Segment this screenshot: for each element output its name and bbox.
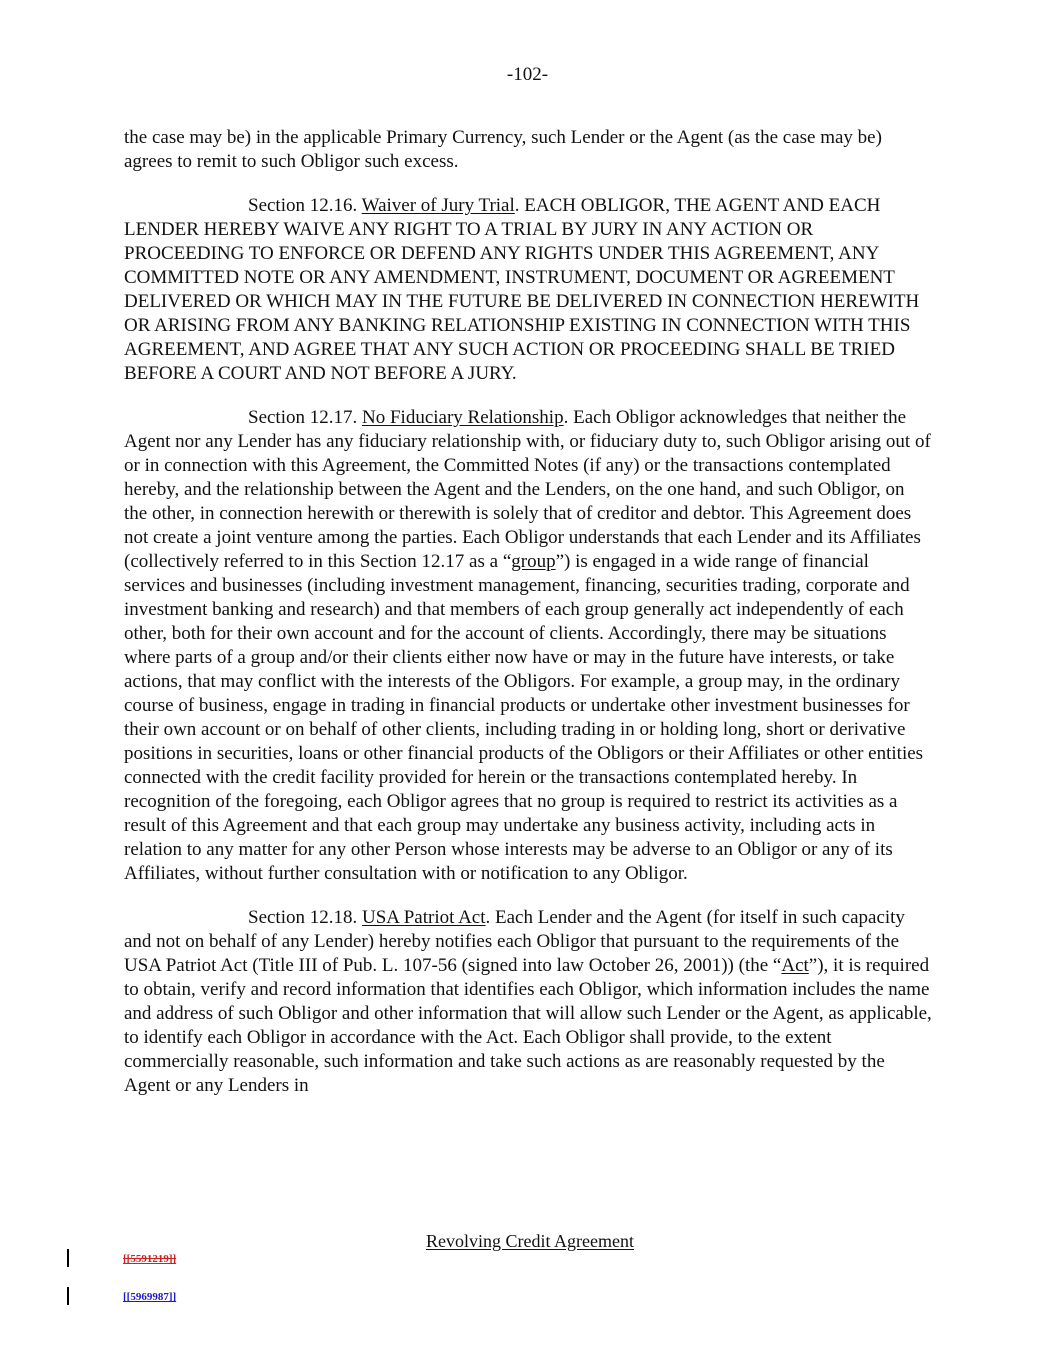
page-number: -102- [506,64,549,85]
document-body [124,126,932,1118]
defined-term-group: group [511,551,556,572]
change-bar [67,1249,69,1267]
section-12-17-text-a: . Each Obligor acknowledges that neither the Agent nor any Lender has any fiduciary relationship with, or fiduciary duty to, such Obligor arising out of or in connection with this Agreement, the Committed Notes (if any) or the transactions contemplated hereby, and the relationship between the Agent and the Lenders, on the one hand, and such Obligor, on the other, in connection herewith or therewith is solely that of creditor and debtor. This Agreement does not create a joint venture among the parties. Each Obligor understands that each Lender and its Affiliates (collectively referred to in this Section 12.17 as a “ [124,407,931,572]
section-12-16-heading: Waiver of Jury Trial [361,195,515,216]
section-12-16 [124,194,932,386]
section-12-18-label: Section 12.18. [248,907,358,928]
section-12-17-text-b: ”) is engaged in a wide range of financial services and businesses (including investment management, financing, securities trading, corporate and investment banking and research) and that members of each group generally act independently of each other, both for their own account and for the account of clients. Accordingly, there may be situations where parts of a group and/or their clients either now have or may in the future have interests, or take actions, that may conflict with the interests of the Obligors. For example, a group may, in the ordinary course of business, engage in trading in financial products or undertake other investment businesses for their own account or on behalf of other clients, including trading in or holding long, short or derivative positions in securities, loans or other financial products of the Obligors or their Affiliates or other entities connected with the credit facility provided for herein or the transactions contemplated hereby. In recognition of the foregoing, each Obligor agrees that no group is required to restrict its activities as a result of this Agreement and that each group may undertake any business activity, including acts in relation to any matter for any other Person whose interests may be adverse to an Obligor or any of its Affiliates, without further consultation with or notification to any Obligor. [124,551,924,884]
continuation-text: the case may be) in the applicable Primary Currency, such Lender or the Agent (as the case may be) agrees to remit to such Obligor such excess. [124,127,882,172]
section-12-18-heading: USA Patriot Act [362,907,486,928]
section-12-17-heading: No Fiduciary Relationship [362,407,564,428]
doc-id-deleted: [[5591219]] [123,1253,177,1265]
section-12-16-text: . EACH OBLIGOR, THE AGENT AND EACH LENDER HEREBY WAIVE ANY RIGHT TO A TRIAL BY JURY IN ANY ACTION OR PROCEEDING TO ENFORCE OR DEFEND ANY RIGHTS UNDER THIS AGREEMENT, ANY COMMITTED NOTE OR ANY AMENDMENT, INSTRUMENT, DOCUMENT OR AGREEMENT DELIVERED OR WHICH MAY IN THE FUTURE BE DELIVERED IN CONNECTION HEREWITH OR ARISING FROM ANY BANKING RELATIONSHIP EXISTING IN CONNECTION WITH THIS AGREEMENT, AND AGREE THAT ANY SUCH ACTION OR PROCEEDING SHALL BE TRIED BEFORE A COURT AND NOT BEFORE A JURY. [124,195,920,384]
section-12-16-label: Section 12.16. [248,195,358,216]
section-12-18 [124,906,932,1098]
doc-id-inserted: [[5969987]] [123,1291,177,1303]
section-12-18-text-a: . Each Lender and the Agent (for itself in such capacity and not on behalf of any Lender) hereby notifies each Obligor that pursuant to the requirements of the USA Patriot Act (Title III of Pub. L. 107-56 (signed into law October 26, 2001)) (the “ [124,907,905,976]
section-12-18-text-b: ”), it is required to obtain, verify and record information that identifies each Obligor, which information includes the name and address of such Obligor and other information that will allow such Lender or the Agent, as applicable, to identify each Obligor in accordance with the Act. Each Obligor shall provide, to the extent commercially reasonable, such information and take such actions as are reasonably requested by the Agent or any Lenders in [124,955,932,1096]
section-12-17 [124,406,932,886]
defined-term-act: Act [781,955,809,976]
section-12-17-label: Section 12.17. [248,407,358,428]
paragraph-continuation [124,126,932,174]
footer-document-title: Revolving Credit Agreement [426,1231,634,1251]
change-bar [67,1287,69,1305]
